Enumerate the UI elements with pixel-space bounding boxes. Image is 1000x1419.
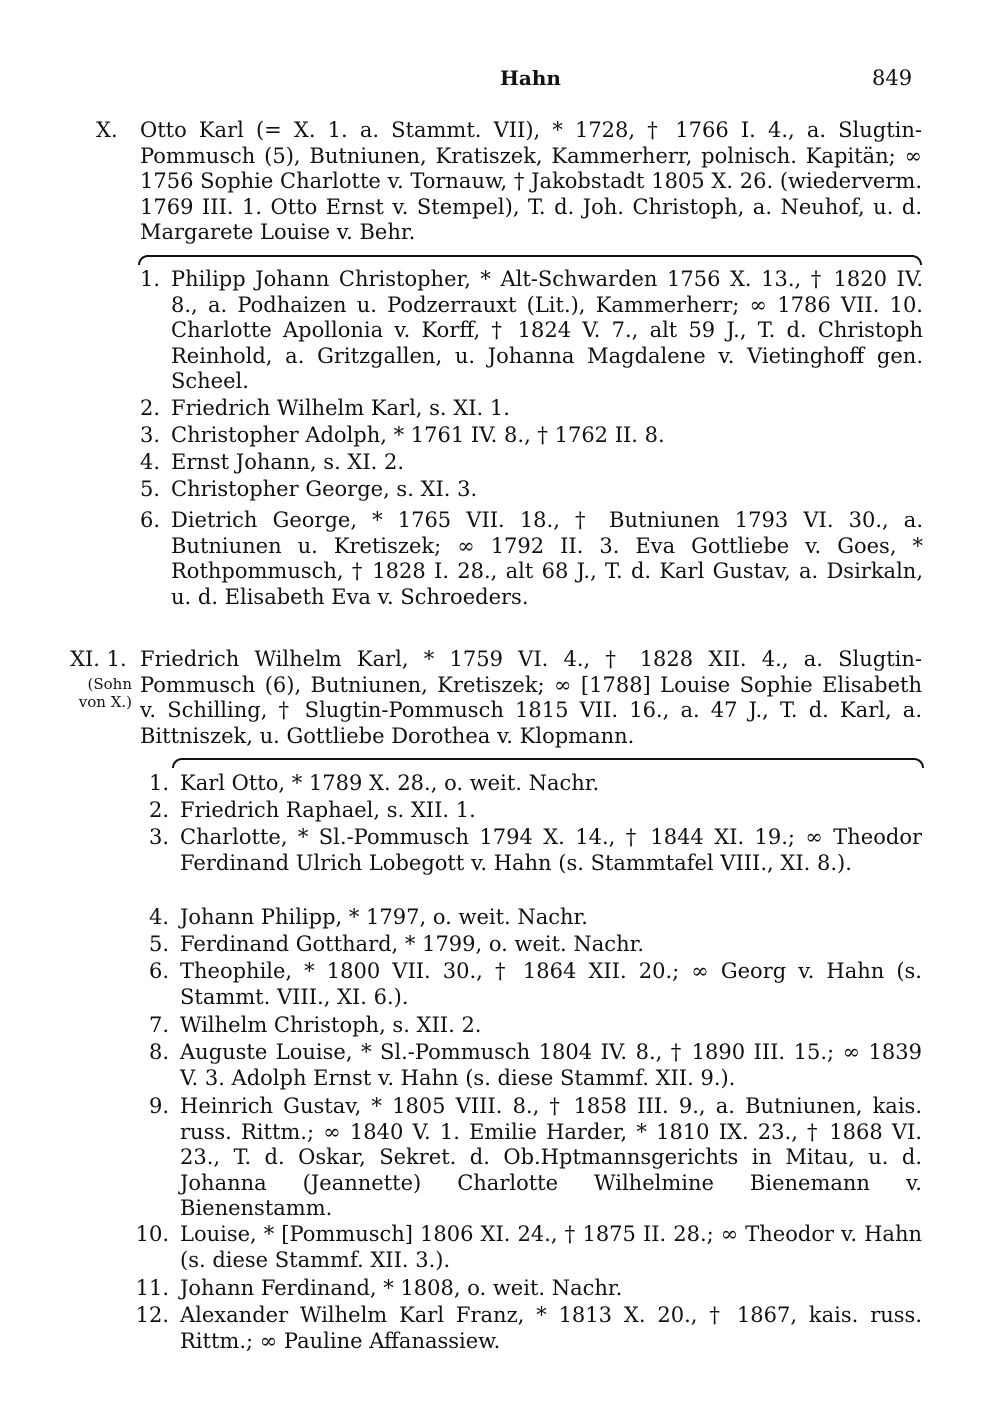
item-text: Wilhelm Christoph, s. XII. 2.	[180, 1013, 482, 1037]
list-item	[133, 1094, 923, 1224]
item-number: 4.	[139, 450, 160, 474]
item-text: Ferdinand Gotthard, * 1799, o. weit. Nachr.	[180, 932, 644, 956]
list-item	[133, 1040, 923, 1092]
list-item	[133, 959, 923, 1011]
list-item	[124, 508, 924, 613]
item-text: Johann Philipp, * 1797, o. weit. Nachr.	[180, 905, 588, 929]
item-text: Friedrich Wilhelm Karl, s. XI. 1.	[171, 396, 510, 420]
item-text: Ernst Johann, s. XI. 2.	[171, 450, 405, 474]
item-text: Charlotte, * Sl.-Pommusch 1794 X. 14., † 1844 XI. 19.; ∞ Theodor Ferdinand Ulrich Lobegott v. Hahn (s. Stammtafel VIII., XI. 8.).	[180, 825, 922, 875]
list-item	[133, 1013, 923, 1039]
list-item	[124, 450, 924, 476]
item-text: Friedrich Raphael, s. XII. 1.	[180, 798, 476, 822]
running-title: Hahn	[500, 66, 561, 90]
item-number: 3.	[139, 423, 160, 447]
list-item	[133, 932, 923, 958]
item-number: 2.	[148, 798, 169, 822]
entry-text: Otto Karl (= X. 1. a. Stammt. VII), * 1728, † 1766 I. 4., a. Slugtin-Pommusch (5), Butniunen, Kratiszek, Kammerherr, polnisch. Kapitän; ∞ 1756 Sophie Charlotte v. Tornauw, † Jakobstadt 1805 X. 26. (wiederverm. 1769 III. 1. Otto Ernst v. Stempel), T. d. Joh. Christoph, a. Neuhof, u. d. Margarete Louise v. Behr.	[140, 118, 922, 245]
list-item	[133, 771, 923, 797]
list-item	[133, 905, 923, 931]
item-number: 2.	[139, 396, 160, 420]
item-number: 9.	[148, 1094, 169, 1118]
item-text: Philipp Johann Christopher, * Alt-Schwarden 1756 X. 13., † 1820 IV. 8., a. Podhaizen u. Podzerrauxt (Lit.), Kammerherr; ∞ 1786 VII. 10. Charlotte Apollonia v. Korff, † 1824 V. 7., alt 59 J., T. d. Christoph Reinhold, a. Gritzgallen, u. Johanna Magdalene v. Vietinghoff gen. Scheel.	[171, 267, 923, 394]
entry-label: X.	[96, 118, 118, 142]
item-text: Christopher George, s. XI. 3.	[171, 477, 478, 501]
item-number: 5.	[139, 477, 160, 501]
list-item	[133, 1276, 923, 1302]
item-number: 7.	[148, 1013, 169, 1037]
item-text: Alexander Wilhelm Karl Franz, * 1813 X. 20., † 1867, kais. russ. Rittm.; ∞ Pauline Affanassiew.	[180, 1303, 922, 1353]
item-text: Christopher Adolph, * 1761 IV. 8., † 1762 II. 8.	[171, 423, 665, 447]
page-number: 849	[872, 66, 913, 90]
item-text: Louise, * [Pommusch] 1806 XI. 24., † 1875 II. 28.; ∞ Theodor v. Hahn (s. diese Stammf. XII. 3.).	[180, 1222, 922, 1272]
list-item	[124, 423, 924, 449]
list-item	[124, 396, 924, 422]
item-number: 11.	[135, 1276, 169, 1300]
item-text: Auguste Louise, * Sl.-Pommusch 1804 IV. 8., † 1890 III. 15.; ∞ 1839 V. 3. Adolph Ernst v. Hahn (s. diese Stammf. XII. 9.).	[180, 1040, 922, 1090]
item-number: 1.	[148, 771, 169, 795]
item-text: Heinrich Gustav, * 1805 VIII. 8., † 1858 III. 9., a. Butniunen, kais. russ. Rittm.; ∞ 1840 V. 1. Emilie Harder, * 1810 IX. 23., † 1868 VI. 23., T. d. Oskar, Sekret. d. Ob.Hptmannsgerichts in Mitau, u. d. Johanna (Jeannette) Charlotte Wilhelmine Bienemann v. Bienenstamm.	[180, 1094, 922, 1221]
entry-text: Friedrich Wilhelm Karl, * 1759 VI. 4., † 1828 XII. 4., a. Slugtin-Pommusch (6), Butniunen, Kretiszek; ∞ [1788] Louise Sophie Elisabeth v. Schilling, † Slugtin-Pommusch 1815 VII. 16., a. 47 J., T. d. Karl, a. Bittniszek, u. Gottliebe Dorothea v. Klopmann.	[140, 647, 922, 748]
list-item	[124, 267, 924, 392]
running-header	[0, 66, 1000, 96]
item-number: 8.	[148, 1040, 169, 1064]
item-number: 12.	[135, 1303, 169, 1327]
item-number: 3.	[148, 825, 169, 849]
list-item	[124, 477, 924, 503]
list-item	[133, 1303, 923, 1355]
item-number: 5.	[148, 932, 169, 956]
item-text: Dietrich George, * 1765 VII. 18., † Butniunen 1793 VI. 30., a. Butniunen u. Kretiszek; ∞ 1792 II. 3. Eva Gottliebe v. Goes, * Rothpommusch, † 1828 I. 28., alt 68 J., T. d. Karl Gustav, a. Dsirkaln, u. d. Elisabeth Eva v. Schroeders.	[171, 508, 923, 609]
item-number: 6.	[139, 508, 160, 532]
item-text: Theophile, * 1800 VII. 30., † 1864 XII. 20.; ∞ Georg v. Hahn (s. Stammt. VIII., XI. 6.).	[180, 959, 922, 1009]
entry-sidenote: (Sohn von X.)	[78, 675, 132, 711]
list-item	[133, 798, 923, 824]
entry-label: XI. 1.	[70, 647, 127, 671]
list-item	[133, 825, 923, 903]
item-number: 6.	[148, 959, 169, 983]
item-text: Karl Otto, * 1789 X. 28., o. weit. Nachr.	[180, 771, 600, 795]
item-number: 1.	[139, 267, 160, 291]
list-item	[133, 1222, 923, 1274]
item-number: 10.	[135, 1222, 169, 1246]
item-number: 4.	[148, 905, 169, 929]
item-text: Johann Ferdinand, * 1808, o. weit. Nachr.	[180, 1276, 623, 1300]
